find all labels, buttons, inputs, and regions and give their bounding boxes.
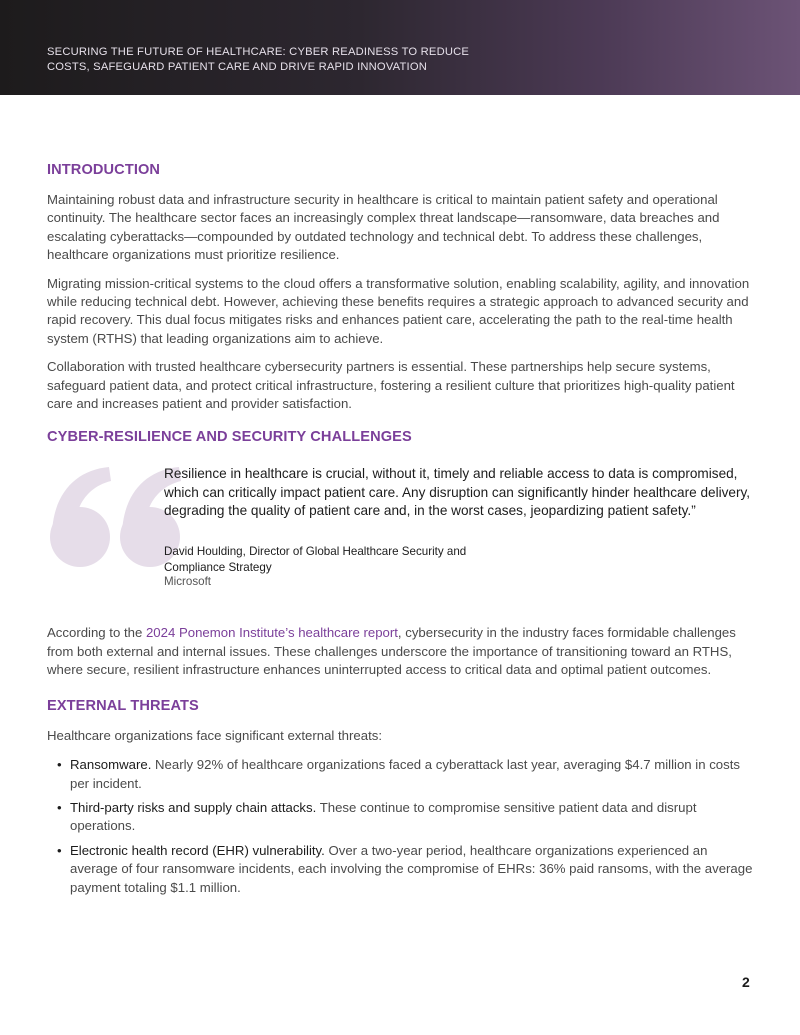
challenges-paragraph-prefix: According to the [47, 625, 146, 641]
bullet-icon: • [57, 757, 62, 773]
introduction-paragraph-3: Collaboration with trusted healthcare cybersecurity partners is essential. These partnerships help secure systems, safeguard patient data, and protect critical infrastructure, fostering a resilient culture that prioritizes high-quality patient care and increases patient and provider satisfaction. [47, 359, 735, 412]
page-number: 2 [742, 974, 750, 990]
introduction-paragraph-2: Migrating mission-critical systems to the cloud offers a transformative solution, enabling scalability, agility, and innovation while reducing technical debt. However, achieving these benefits requires a strategic approach to advanced security and rapid recovery. This dual focus mitigates risks and enhances patient care, accelerating the path to the real-time health system (RTHS) that leading organizations aim to achieve. [47, 275, 750, 346]
external-threats-intro: Healthcare organizations face significant external threats: [47, 727, 382, 743]
header-band [0, 0, 800, 95]
list-item-text: These continue to compromise sensitive patient data and disrupt operations. [70, 799, 697, 834]
list-item-lead: Electronic health record (EHR) vulnerability. [70, 842, 325, 858]
document-title-line-1: SECURING THE FUTURE OF HEALTHCARE: CYBER READINESS TO REDUCE [47, 46, 470, 58]
list-item-lead: Ransomware. [70, 757, 152, 773]
introduction-paragraph-1: Maintaining robust data and infrastructure security in healthcare is critical to maintain patient safety and operational continuity. The healthcare sector faces an increasingly complex threat landscape—ransomware, data breaches and escalating cyberattacks—compounded by outdated technology and technical debt. To address these challenges, healthcare organizations must prioritize resilience. [47, 192, 720, 263]
introduction-section [47, 160, 757, 413]
bullet-icon: • [57, 842, 62, 858]
quote-text: Resilience in healthcare is crucial, without it, timely and reliable access to data is compromised, which can critically impact patient care. Any disruption can significantly hinder healthcare delivery, degrading the quality of patient care and, in the worst cases, jeopardizing patient safety.” [164, 466, 751, 519]
threat-list [57, 756, 757, 897]
list-item [57, 842, 757, 897]
bullet-icon: • [57, 799, 62, 815]
challenges-paragraph [47, 624, 757, 679]
page-content [47, 160, 757, 897]
challenges-section [47, 427, 757, 679]
list-item [57, 756, 757, 793]
list-item [57, 799, 757, 836]
ponemon-report-link[interactable]: 2024 Ponemon Institute’s healthcare report [145, 625, 398, 641]
challenges-paragraph-suffix: , cybersecurity in the industry faces formidable challenges from both external and internal issues. These challenges underscore the importance of transitioning toward an RTHS, where secure, resilient infrastructure enhances uninterrupted access to critical data and optimal patient outcomes. [47, 625, 736, 678]
challenges-heading: CYBER-RESILIENCE AND SECURITY CHALLENGES [47, 429, 412, 446]
document-title [47, 45, 607, 74]
document-title-line-2: COSTS, SAFEGUARD PATIENT CARE AND DRIVE RAPID INNOVATION [47, 60, 428, 73]
introduction-heading: INTRODUCTION [47, 162, 161, 178]
external-threats-heading: EXTERNAL THREATS [47, 697, 199, 714]
quote-organization: Microsoft [164, 575, 212, 589]
list-item-text: Over a two-year period, healthcare organizations experienced an average of four ransomware incidents, each involving the compromise of EHRs: 36% paid ransoms, with the average payment totaling $1.1 million. [70, 842, 753, 895]
list-item-lead: Third-party risks and supply chain attacks. [70, 799, 317, 815]
quote-author: David Houlding, Director of Global Healthcare Security and Compliance Strategy [164, 545, 467, 574]
pull-quote [47, 459, 757, 609]
list-item-text: Nearly 92% of healthcare organizations faced a cyberattack last year, averaging $4.7 million in costs per incident. [70, 757, 740, 791]
external-threats-section [47, 696, 757, 897]
